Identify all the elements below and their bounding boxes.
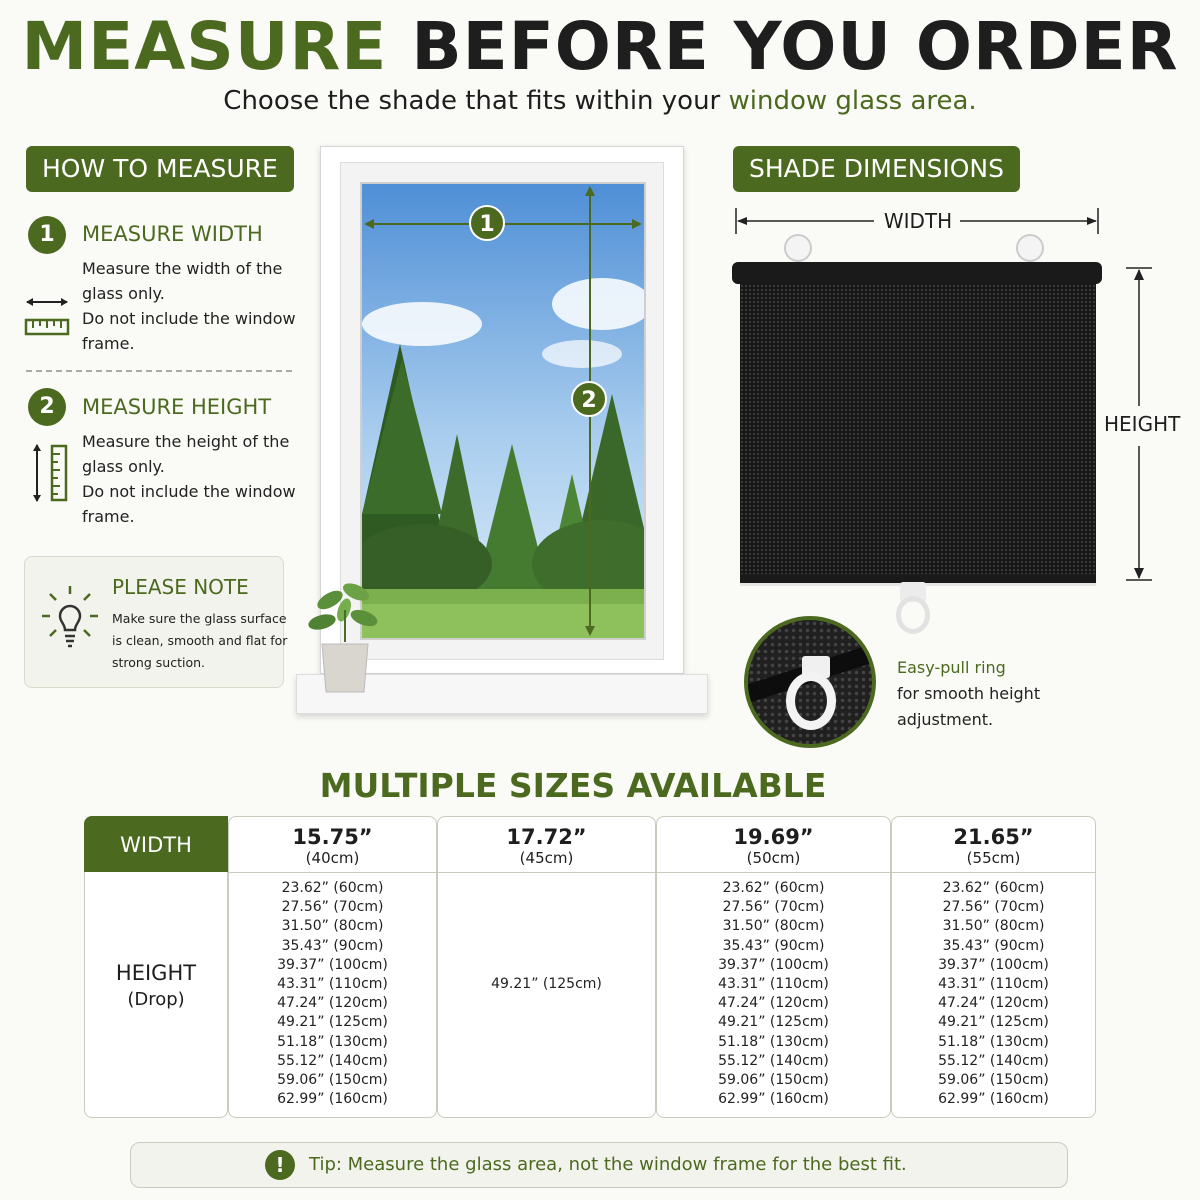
height-option: 49.21” (125cm) — [938, 1014, 1049, 1031]
page-title — [0, 8, 1200, 85]
step-1-line: frame. — [82, 334, 135, 353]
height-option: 27.56” (70cm) — [942, 899, 1045, 916]
size-column — [437, 816, 656, 1118]
column-width-cm: (45cm) — [519, 849, 574, 867]
column-width-cm: (55cm) — [966, 849, 1021, 867]
height-header: HEIGHT — [115, 961, 197, 985]
height-option: 55.12” (140cm) — [718, 1052, 829, 1069]
height-option: 31.50” (80cm) — [942, 918, 1045, 935]
height-option: 27.56” (70cm) — [281, 899, 384, 916]
column-width-in: 17.72” — [506, 825, 587, 849]
potted-plant-image — [300, 570, 390, 696]
height-option: 59.06” (150cm) — [277, 1072, 388, 1089]
exclamation-icon: ! — [265, 1150, 295, 1180]
suction-cup-icon — [1016, 234, 1044, 262]
step-2-line: Do not include the window — [82, 482, 296, 501]
size-column — [891, 816, 1096, 1118]
height-option: 55.12” (140cm) — [938, 1052, 1049, 1069]
header-divider — [657, 872, 890, 873]
ring-caption — [897, 655, 1040, 733]
page-subtitle — [0, 86, 1200, 116]
height-option: 43.31” (110cm) — [938, 976, 1049, 993]
width-header: WIDTH — [84, 816, 228, 872]
height-option: 62.99” (160cm) — [277, 1091, 388, 1108]
height-list — [892, 879, 1095, 1109]
height-option: 62.99” (160cm) — [718, 1091, 829, 1108]
height-option: 31.50” (80cm) — [281, 918, 384, 935]
step-1-number: 1 — [28, 216, 66, 254]
step-2-line: frame. — [82, 507, 135, 526]
lightbulb-icon — [40, 584, 100, 654]
measurement-lines — [360, 182, 650, 644]
header-divider — [438, 872, 655, 873]
height-option: 49.21” (125cm) — [718, 1014, 829, 1031]
height-option: 43.31” (110cm) — [718, 976, 829, 993]
column-width-in: 21.65” — [953, 825, 1034, 849]
height-ruler-icon — [26, 442, 72, 504]
pull-ring-icon — [896, 596, 930, 634]
column-width-cm: (50cm) — [746, 849, 801, 867]
section-divider — [26, 370, 292, 372]
shade-fabric-image — [740, 284, 1096, 574]
height-option: 47.24” (120cm) — [938, 995, 1049, 1012]
height-option: 59.06” (150cm) — [718, 1072, 829, 1089]
height-option: 27.56” (70cm) — [722, 899, 825, 916]
height-list — [657, 879, 890, 1109]
height-list — [438, 975, 655, 994]
width-marker: 1 — [469, 205, 505, 241]
detail-ring-icon — [786, 672, 836, 730]
height-option: 49.21” (125cm) — [277, 1014, 388, 1031]
step-2-number: 2 — [28, 388, 66, 426]
how-to-measure-label: HOW TO MEASURE — [26, 146, 294, 192]
height-option: 39.37” (100cm) — [277, 956, 388, 973]
height-option: 35.43” (90cm) — [281, 937, 384, 954]
title-rest: BEFORE YOU ORDER — [411, 8, 1179, 85]
note-line: Make sure the glass surface — [112, 611, 287, 626]
size-column — [656, 816, 891, 1118]
title-highlight: MEASURE — [21, 8, 388, 85]
column-width-cm: (40cm) — [305, 849, 360, 867]
height-option: 62.99” (160cm) — [938, 1091, 1049, 1108]
height-option: 23.62” (60cm) — [722, 880, 825, 896]
height-option: 35.43” (90cm) — [942, 937, 1045, 954]
column-width-in: 15.75” — [292, 825, 373, 849]
height-option: 47.24” (120cm) — [718, 995, 829, 1012]
pull-ring-detail-image — [744, 616, 876, 748]
step-1-text — [82, 256, 296, 356]
height-option: 51.18” (130cm) — [277, 1033, 388, 1050]
step-2-title: MEASURE HEIGHT — [82, 395, 272, 419]
height-subheader: (Drop) — [127, 989, 185, 1010]
shade-roller — [732, 262, 1102, 284]
height-option: 55.12” (140cm) — [277, 1052, 388, 1069]
height-option: 31.50” (80cm) — [722, 918, 825, 935]
size-table — [84, 816, 1096, 1118]
sizes-title: MULTIPLE SIZES AVAILABLE — [319, 766, 827, 805]
height-label: HEIGHT — [1104, 412, 1181, 436]
column-width-in: 19.69” — [733, 825, 814, 849]
height-option: 59.06” (150cm) — [938, 1072, 1049, 1089]
suction-cup-icon — [784, 234, 812, 262]
note-line: strong suction. — [112, 655, 205, 670]
subtitle-highlight: window glass area. — [728, 86, 977, 116]
table-label-column — [84, 816, 228, 1118]
height-option: 35.43” (90cm) — [722, 937, 825, 954]
step-2-text — [82, 429, 296, 529]
ring-caption-title: Easy-pull ring — [897, 658, 1006, 677]
step-2-line: Measure the height of the — [82, 432, 290, 451]
ring-caption-line: for smooth height — [897, 684, 1041, 703]
step-2-line: glass only. — [82, 457, 165, 476]
shade-dimensions-label: SHADE DIMENSIONS — [733, 146, 1020, 192]
tip-text: Tip: Measure the glass area, not the window frame for the best fit. — [309, 1154, 907, 1175]
height-option: 39.37” (100cm) — [938, 956, 1049, 973]
tip-bar — [130, 1142, 1068, 1188]
header-divider — [229, 872, 436, 873]
height-option: 43.31” (110cm) — [277, 976, 388, 993]
note-line: is clean, smooth and flat for — [112, 633, 288, 648]
height-marker: 2 — [571, 381, 607, 417]
header-divider — [892, 872, 1095, 873]
height-option: 23.62” (60cm) — [942, 880, 1045, 896]
height-option: 49.21” (125cm) — [491, 976, 602, 992]
step-1-line: Measure the width of the — [82, 259, 283, 278]
step-1-title: MEASURE WIDTH — [82, 222, 263, 246]
height-option: 51.18” (130cm) — [718, 1033, 829, 1050]
ring-caption-line: adjustment. — [897, 710, 994, 729]
height-option: 39.37” (100cm) — [718, 956, 829, 973]
width-label: WIDTH — [883, 209, 953, 233]
height-option: 23.62” (60cm) — [281, 880, 384, 896]
size-column — [228, 816, 437, 1118]
note-title: PLEASE NOTE — [112, 575, 249, 599]
height-option: 47.24” (120cm) — [277, 995, 388, 1012]
height-option: 51.18” (130cm) — [938, 1033, 1049, 1050]
subtitle-text: Choose the shade that fits within your — [223, 86, 721, 116]
note-text — [112, 608, 287, 674]
step-1-line: Do not include the window — [82, 309, 296, 328]
step-1-line: glass only. — [82, 284, 165, 303]
width-ruler-icon — [24, 290, 70, 338]
height-list — [229, 879, 436, 1109]
